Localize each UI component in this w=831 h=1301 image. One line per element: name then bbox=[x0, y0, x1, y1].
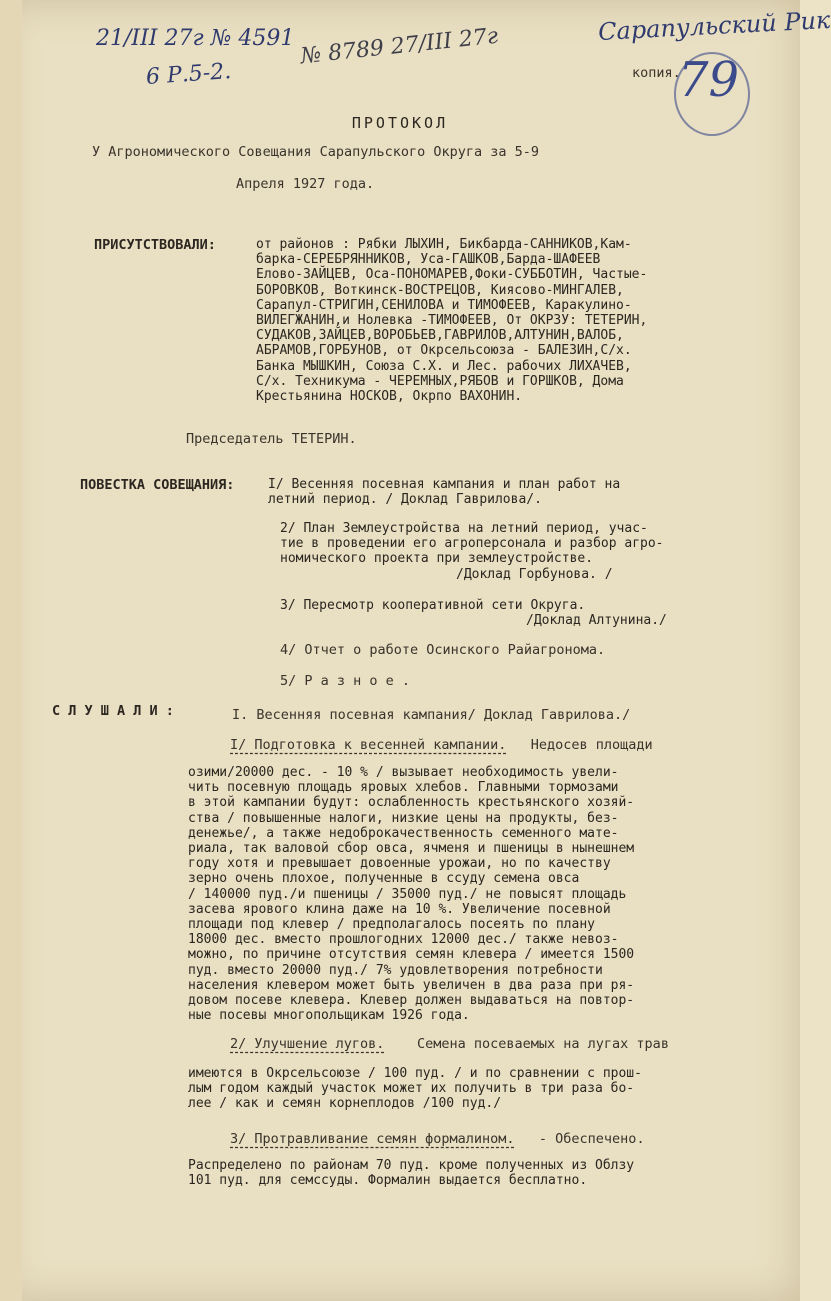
agenda-label: ПОВЕСТКА СОВЕЩАНИЯ: bbox=[80, 477, 235, 493]
attendee-line: Крестьянина НОСКОВ, Окрпо ВАХОНИН. bbox=[256, 389, 523, 405]
section-3-title-rest: - Обеспечено. bbox=[538, 1131, 645, 1147]
attendee-line: БОРОВКОВ, Воткинск-ВОСТРЕЦОВ, Киясово-МИНГАЛЕВ, bbox=[256, 282, 624, 298]
attendees-list bbox=[256, 237, 647, 404]
attendee-line: СУДАКОВ,ЗАЙЦЕВ,ВОРОБЬЕВ,ГАВРИЛОВ,АЛТУНИН,ВАЛОБ, bbox=[256, 328, 624, 344]
section-1-line: пуд. вместо 20000 пуд./ 7% удовлетворения потребности bbox=[188, 962, 603, 978]
section-2-title: 2/ Улучшение лугов. bbox=[230, 1036, 385, 1052]
section-2-title-rest: Семена посеваемых на лугах трав bbox=[416, 1036, 669, 1052]
heard-label: С Л У Ш А Л И : bbox=[52, 703, 174, 719]
copy-label: копия. bbox=[632, 65, 681, 81]
section-1-line: риала, так валовой сбор овса, ячменя и пшеницы в нынешнем bbox=[188, 841, 635, 857]
attendee-line: АБРАМОВ,ГОРБУНОВ, от Окрсельсоюза - БАЛЕЗИН,С/х. bbox=[256, 343, 632, 359]
section-1-line: засева ярового клина даже на 10 %. Увеличение посевной bbox=[188, 901, 611, 917]
section-1-line: довом посеве клевера. Клевер должен выдаваться на повтор- bbox=[188, 993, 635, 1009]
section-2-line: лым годом каждый участок может их получить в три раза бо- bbox=[188, 1081, 635, 1097]
handwritten-date-number: № 8789 27/III 27г bbox=[299, 23, 500, 70]
handwritten-sheet-number: 79 bbox=[678, 52, 740, 108]
agenda-item-4: 4/ Отчет о работе Осинского Райагронома. bbox=[280, 642, 606, 658]
section-3-body bbox=[188, 1158, 634, 1188]
section-1-line: площади под клевер / предполагалось посеять по плану bbox=[188, 917, 595, 933]
section-1-title-rest: Недосев площади bbox=[530, 737, 653, 753]
section-1-line: / 140000 пуд./и пшеницы / 35000 пуд./ не повысят площадь bbox=[188, 886, 627, 902]
attendee-line: барка-СЕРЕБРЯННИКОВ, Уса-ГАШКОВ,Барда-ШАФЕЕВ bbox=[256, 252, 601, 268]
attendees-label: ПРИСУТСТВОВАЛИ: bbox=[94, 237, 216, 253]
agenda-item-3-line: 3/ Пересмотр кооперативной сети Округа. bbox=[280, 598, 586, 613]
agenda-item-2-line: тие в проведении его агроперсонала и разбор агро- bbox=[280, 536, 664, 552]
section-2-line: лее / как и семян корнеплодов /100 пуд./ bbox=[188, 1096, 502, 1112]
section-1-line: населения клевером может быть увеличен в два раза при ря- bbox=[188, 977, 635, 993]
agenda-item-2-line: 2/ План Землеустройства на летний период, учас- bbox=[280, 521, 648, 536]
section-3-heading bbox=[230, 1132, 645, 1147]
agenda-item-1-line: летний период. / Доклад Гаврилова/. bbox=[268, 492, 542, 508]
subtitle-line2: Апреля 1927 года. bbox=[236, 176, 375, 192]
section-1-line: зерно очень плохое, полученные в ссуду семена овса bbox=[188, 871, 580, 887]
section-3-line: Распределено по районам 70 пуд. кроме полученных из Облзу bbox=[188, 1158, 635, 1173]
agenda-item-2 bbox=[280, 521, 664, 582]
section-1-heading bbox=[230, 738, 653, 753]
subtitle-line1: У Агрономического Совещания Сарапульского Округа за 5-9 bbox=[92, 144, 540, 160]
section-1-line: озими/20000 дес. - 10 % / вызывает необходимость увели- bbox=[188, 765, 619, 780]
attendee-line: ВИЛЕГЖАНИН,и Нолевка -ТИМОФЕЕВ, От ОКРЗУ: ТЕТЕРИН, bbox=[256, 313, 648, 329]
handwritten-region: Сарапульский Рик bbox=[597, 5, 831, 47]
section-1-title: I/ Подготовка к весенней кампании. bbox=[230, 737, 507, 753]
agenda-item-2-line: /Доклад Горбунова. / bbox=[456, 566, 613, 582]
agenda-item-3-line: /Доклад Алтунина./ bbox=[526, 613, 667, 629]
section-2-line: имеются в Окрсельсоюзе / 100 пуд. / и по сравнении с прош- bbox=[188, 1066, 642, 1081]
agenda-item-3 bbox=[280, 598, 667, 628]
attendee-line: Банка МЫШКИН, Союза С.Х. и Лес. рабочих ЛИХАЧЕВ, bbox=[256, 358, 632, 374]
section-2-body bbox=[188, 1066, 642, 1112]
page-edge bbox=[0, 0, 22, 1301]
agenda-item-1-line: I/ Весенняя посевная кампания и план работ на bbox=[268, 477, 621, 492]
handwritten-reg-number: 6 Р.5-2. bbox=[145, 59, 232, 90]
section-2-heading bbox=[230, 1037, 669, 1052]
section-1-line: ства / повышенные налоги, низкие цены на продукты, без- bbox=[188, 810, 619, 826]
section-1-line: денежье/, а также недоброкачественность семенного мате- bbox=[188, 825, 619, 841]
handwritten-ref: 21/III 27г № 4591 bbox=[96, 26, 295, 51]
section-3-line: 101 пуд. для семссуды. Формалин выдается бесплатно. bbox=[188, 1173, 588, 1189]
section-3-title: 3/ Протравливание семян формалином. bbox=[230, 1131, 515, 1147]
section-1-line: чить посевную площадь яровых хлебов. Главными тормозами bbox=[188, 780, 619, 796]
attendee-line: Елово-ЗАЙЦЕВ, Оса-ПОНОМАРЕВ,Фоки-СУББОТИН, Частые- bbox=[256, 267, 648, 283]
agenda-item-5: 5/ Р а з н о е . bbox=[280, 673, 411, 689]
attendee-line: от районов : Рябки ЛЫХИН, Бикбарда-САННИКОВ,Кам- bbox=[256, 237, 632, 252]
heard-heading: I. Весенняя посевная кампания/ Доклад Гаврилова./ bbox=[232, 707, 631, 723]
chairman: Председатель ТЕТЕРИН. bbox=[186, 431, 357, 447]
section-1-line: ные посевы многопольщикам 1926 года. bbox=[188, 1008, 470, 1024]
attendee-line: С/х. Техникума - ЧЕРЕМНЫХ,РЯБОВ и ГОРШКОВ, Дома bbox=[256, 373, 624, 389]
agenda-item-2-line: номического проекта при землеустройстве. bbox=[280, 551, 594, 567]
section-1-line: 18000 дес. вместо прошлогодних 12000 дес./ также невоз- bbox=[188, 932, 619, 948]
section-1-line: году хотя и превышает довоенные урожаи, но по качеству bbox=[188, 856, 611, 872]
attendee-line: Сарапул-СТРИГИН,СЕНИЛОВА и ТИМОФЕЕВ, Каракулино- bbox=[256, 297, 632, 313]
section-1-body bbox=[188, 765, 634, 1023]
agenda-item-1 bbox=[268, 477, 620, 507]
section-1-line: в этой кампании будут: ослабленность крестьянского хозяй- bbox=[188, 795, 635, 811]
document-title: ПРОТОКОЛ bbox=[351, 114, 449, 132]
section-1-line: можно, по причине отсутствия семян клевера / имеется 1500 bbox=[188, 947, 635, 963]
